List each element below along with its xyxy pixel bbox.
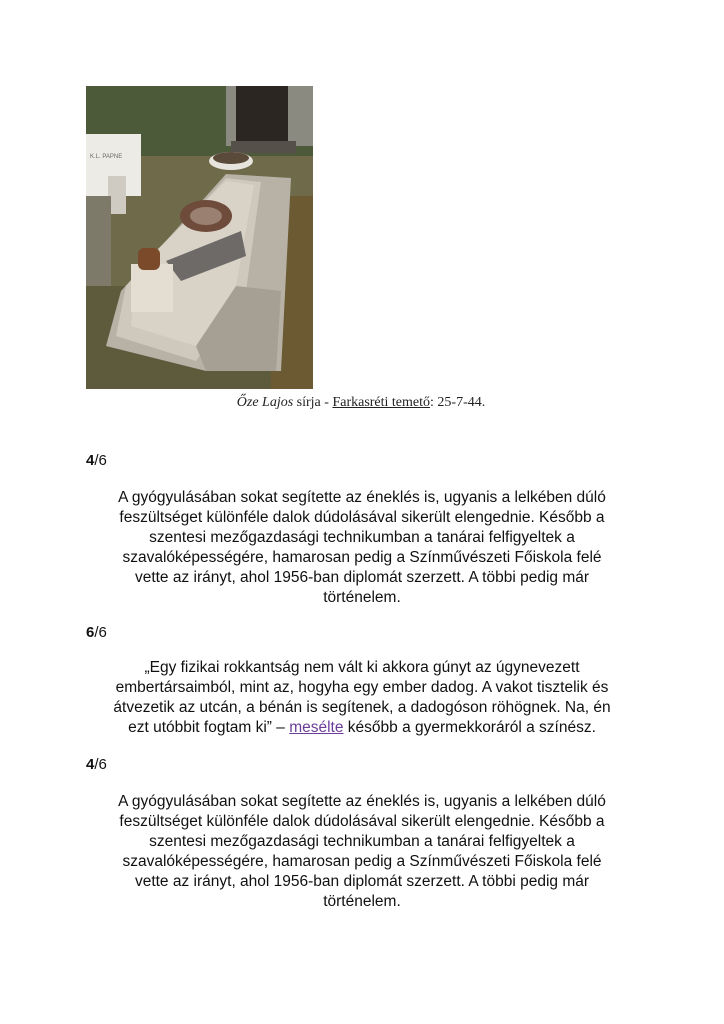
- paragraph-line: A gyógyulásában sokat segítette az éneklés is, ugyanis a lelkében dúló: [118, 793, 606, 810]
- paragraph-line: vette az irányt, ahol 1956-ban diplomát szerzett. A többi pedig már: [134, 873, 590, 890]
- section-label-3: [86, 756, 107, 774]
- section-total: /6: [94, 756, 107, 773]
- mesélte-link[interactable]: mesélte: [289, 719, 344, 736]
- paragraph-line-last: [86, 718, 638, 738]
- section-number: 4: [86, 452, 95, 469]
- caption-text: sírja -: [293, 395, 333, 410]
- paragraph-line: „Egy fizikai rokkantság nem vált ki akkora gúnyt az úgynevezett: [144, 659, 580, 676]
- paragraph-line: történelem.: [323, 893, 401, 910]
- paragraph-line: szavalóképességére, hamarosan pedig a Színművészeti Főiskola felé: [122, 549, 602, 566]
- paragraph-line: vette az irányt, ahol 1956-ban diplomát szerzett. A többi pedig már: [134, 569, 590, 586]
- caption-code: : 25-7-44.: [430, 395, 486, 410]
- headstone-text: K.L. PAPNE: [90, 154, 123, 160]
- cemetery-link[interactable]: Farkasréti temető: [332, 395, 431, 410]
- photo-caption: [86, 394, 636, 412]
- quote-end-text: ezt utóbbit fogtam ki” –: [128, 719, 290, 736]
- paragraph-line: embertársaimból, mint az, hogyha egy ember dadog. A vakot tisztelik és: [115, 679, 609, 696]
- paragraph-line: történelem.: [323, 589, 401, 606]
- paragraph-1: [86, 488, 638, 608]
- paragraph-line: feszültséget különféle dalok dúdolásával sikerült elengednie. Később a: [119, 509, 605, 526]
- section-total: /6: [94, 452, 107, 469]
- caption-name: Őze Lajos: [236, 395, 294, 410]
- paragraph-line: A gyógyulásában sokat segítette az éneklés is, ugyanis a lelkében dúló: [118, 489, 606, 506]
- paragraph-line: feszültséget különféle dalok dúdolásával sikerült elengednie. Később a: [119, 813, 605, 830]
- paragraph-3: [86, 792, 638, 912]
- grave-photo: [86, 86, 313, 389]
- section-label-2: [86, 624, 107, 642]
- quote-tail-text: később a gyermekkoráról a színész.: [343, 719, 596, 736]
- paragraph-2: [86, 658, 638, 738]
- grave-photo-drawing: [86, 86, 313, 389]
- paragraph-line: szavalóképességére, hamarosan pedig a Színművészeti Főiskola felé: [122, 853, 602, 870]
- section-number: 6: [86, 624, 95, 641]
- section-total: /6: [94, 624, 107, 641]
- section-number: 4: [86, 756, 95, 773]
- paragraph-line: szentesi mezőgazdasági technikumban a tanárai felfigyeltek a: [149, 833, 575, 850]
- paragraph-line: átvezetik az utcán, a bénán is segítenek, a dadogóson röhögnek. Na, én: [113, 699, 611, 716]
- section-label-1: [86, 452, 107, 470]
- paragraph-line: szentesi mezőgazdasági technikumban a tanárai felfigyeltek a: [149, 529, 575, 546]
